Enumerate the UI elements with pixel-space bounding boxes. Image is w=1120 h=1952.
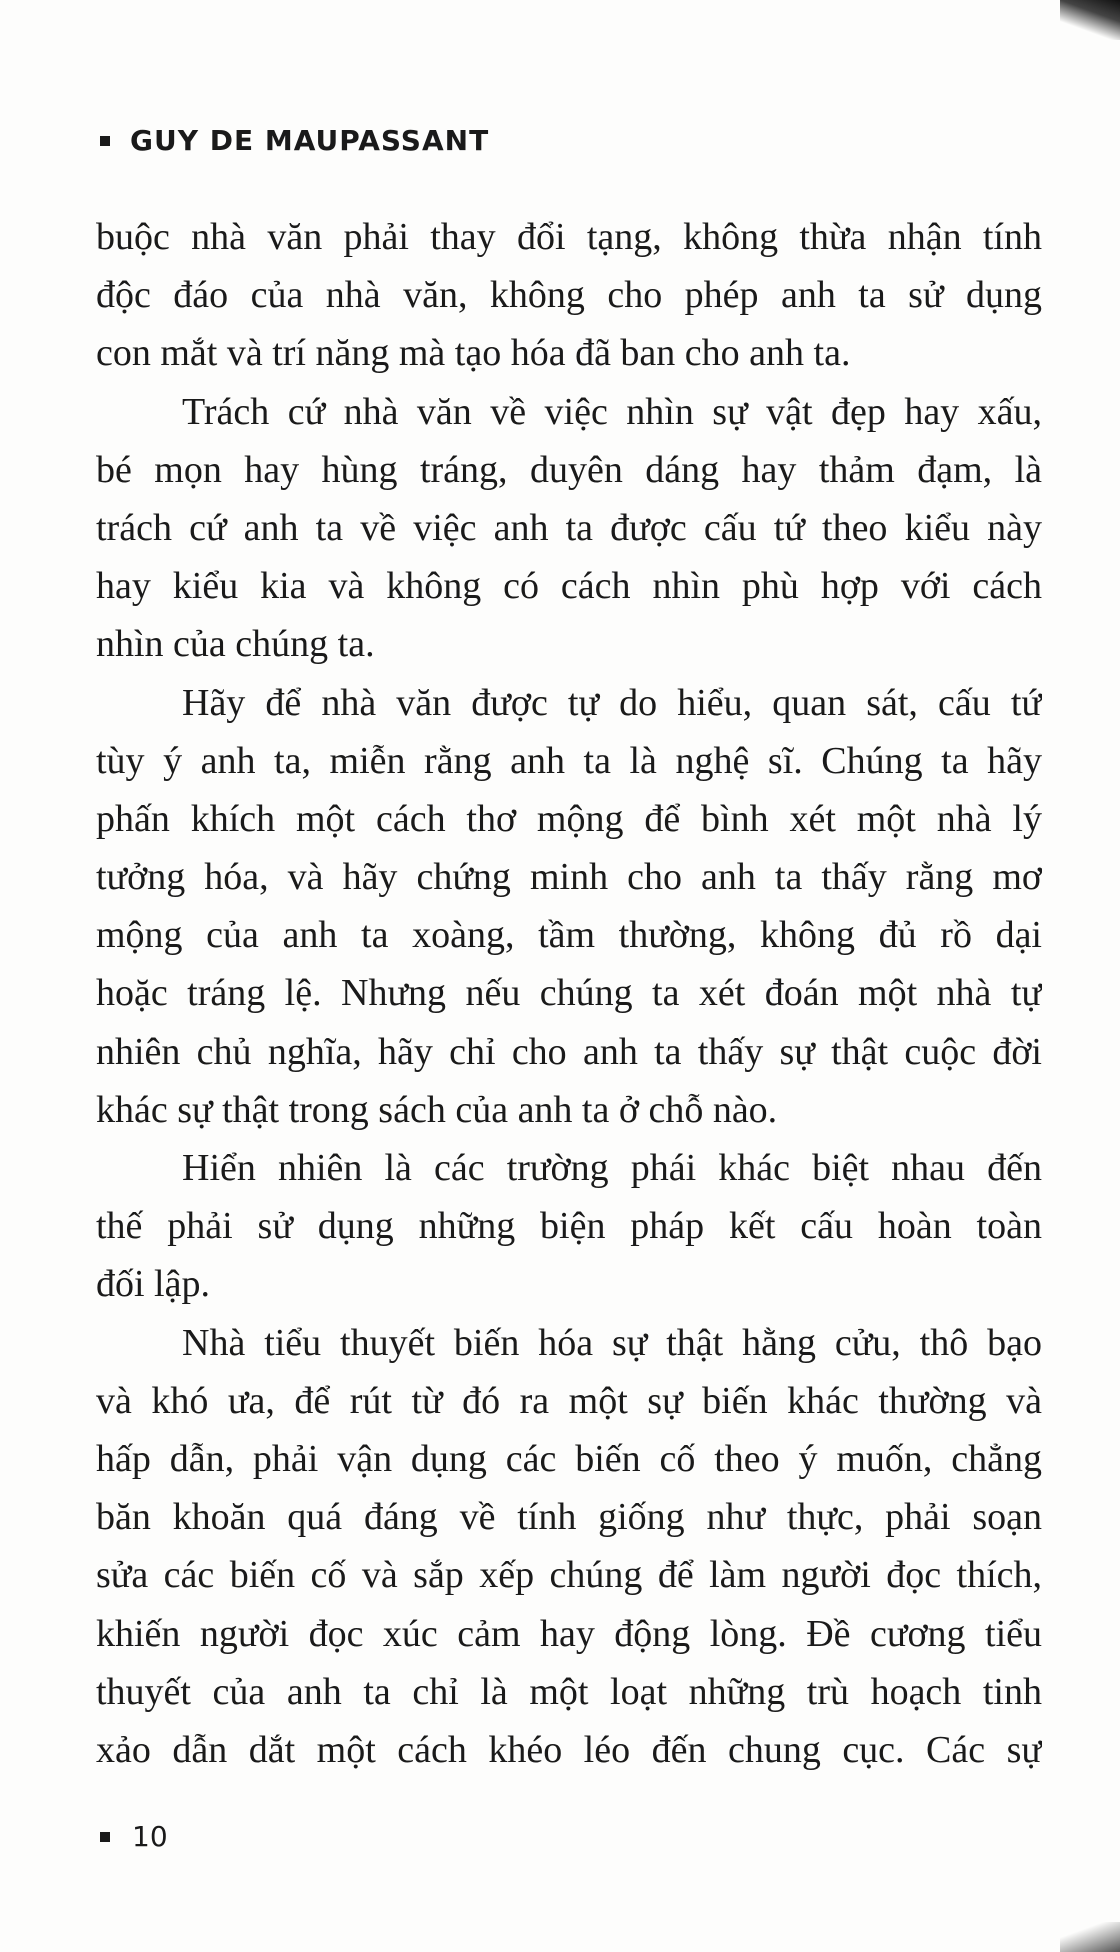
text-line: khác sự thật trong sách của anh ta ở chỗ nào.: [96, 1088, 778, 1131]
footer-square-bullet-icon: [100, 1832, 110, 1842]
text-line: nhiên chủ nghĩa, hãy chỉ cho anh ta thấy sự thật cuộc đời: [96, 1030, 1042, 1073]
text-line: khiến người đọc xúc cảm hay động lòng. Đề cương tiểu: [96, 1612, 1042, 1655]
text-line: hấp dẫn, phải vận dụng các biến cố theo ý muốn, chẳng: [96, 1437, 1042, 1480]
text-line: và khó ưa, để rút từ đó ra một sự biến khác thường và: [96, 1379, 1042, 1422]
page-corner-shadow: [1060, 0, 1120, 40]
text-line: sửa các biến cố và sắp xếp chúng để làm người đọc thích,: [96, 1554, 1042, 1597]
text-line: buộc nhà văn phải thay đổi tạng, không thừa nhận tính: [96, 216, 1042, 258]
text-line: Hiển nhiên là các trường phái khác biệt nhau đến: [182, 1147, 1042, 1189]
text-line: con mắt và trí năng mà tạo hóa đã ban cho anh ta.: [96, 332, 851, 375]
text-line: nhìn của chúng ta.: [96, 623, 375, 666]
text-line: Trách cứ nhà văn về việc nhìn sự vật đẹp hay xấu,: [182, 390, 1042, 433]
text-line: thế phải sử dụng những biện pháp kết cấu hoàn toàn: [96, 1205, 1042, 1248]
text-line: tưởng hóa, và hãy chứng minh cho anh ta thấy rằng mơ: [96, 856, 1042, 899]
text-line: tùy ý anh ta, miễn rằng anh ta là nghệ sĩ. Chúng ta hãy: [96, 739, 1042, 782]
header-square-bullet-icon: [100, 136, 110, 146]
text-line: xảo dẫn dắt một cách khéo léo đến chung cục. Các sự: [96, 1728, 1042, 1771]
text-line: băn khoăn quá đáng về tính giống như thực, phải soạn: [96, 1496, 1042, 1539]
text-line: đối lập.: [96, 1263, 210, 1306]
body-text: [96, 208, 1042, 1779]
text-line: mộng của anh ta xoàng, tầm thường, không đủ rồ dại: [96, 914, 1042, 957]
text-line: hay kiểu kia và không có cách nhìn phù hợp với cách: [96, 565, 1042, 608]
text-line: hoặc tráng lệ. Nhưng nếu chúng ta xét đoán một nhà tự: [96, 972, 1042, 1015]
text-line: Hãy để nhà văn được tự do hiểu, quan sát, cấu tứ: [182, 681, 1042, 724]
text-line: trách cứ anh ta về việc anh ta được cấu tứ theo kiểu này: [96, 506, 1042, 549]
page-bottom-shadow: [1060, 1922, 1120, 1952]
page-number: 10: [132, 1820, 168, 1853]
text-line: Nhà tiểu thuyết biến hóa sự thật hằng cửu, thô bạo: [182, 1321, 1042, 1364]
text-line: bé mọn hay hùng tráng, duyên dáng hay thảm đạm, là: [96, 448, 1042, 491]
page-footer: [100, 1820, 168, 1853]
text-line: độc đáo của nhà văn, không cho phép anh ta sử dụng: [96, 274, 1042, 317]
text-line: thuyết của anh ta chỉ là một loạt những trù hoạch tinh: [96, 1670, 1042, 1713]
running-title: GUY DE MAUPASSANT: [130, 124, 490, 157]
running-header: [100, 124, 489, 157]
text-line: phấn khích một cách thơ mộng để bình xét một nhà lý: [96, 797, 1042, 840]
